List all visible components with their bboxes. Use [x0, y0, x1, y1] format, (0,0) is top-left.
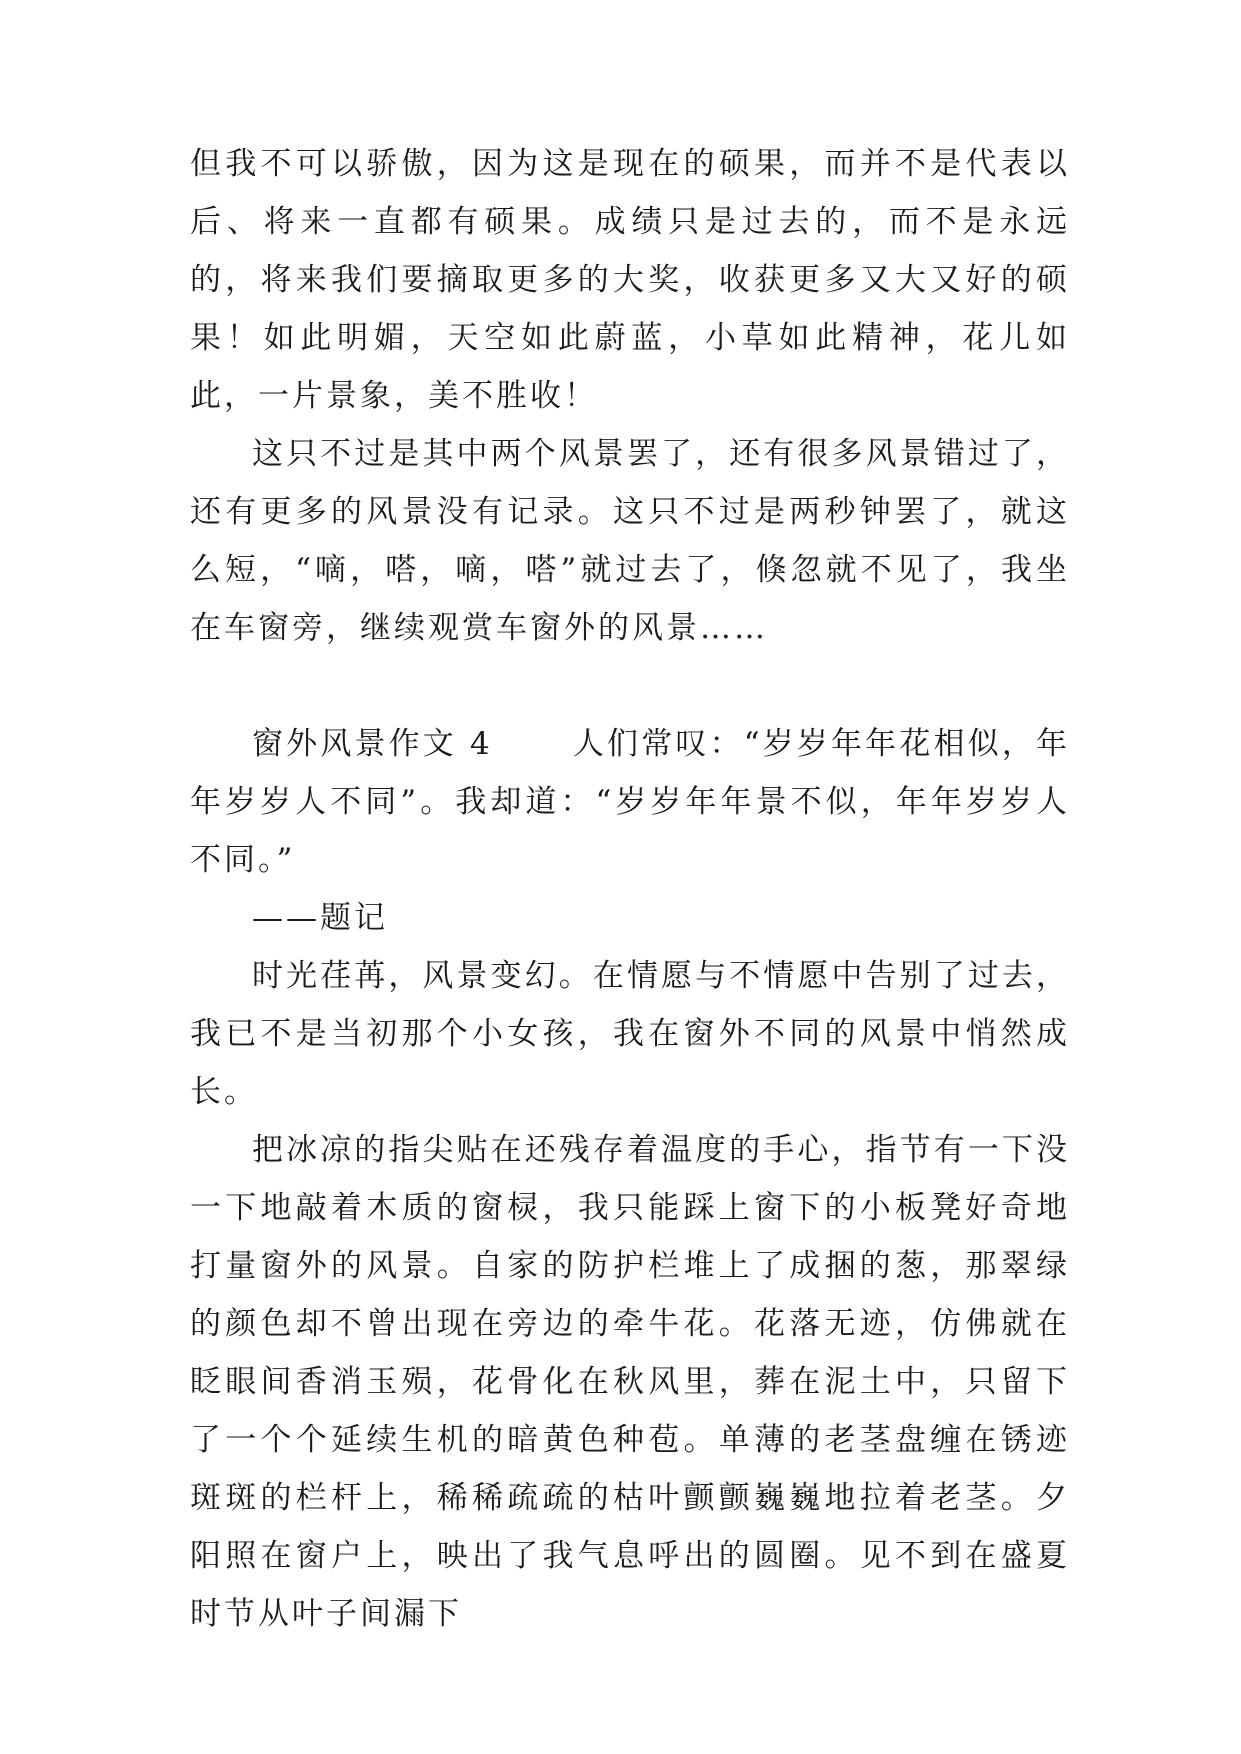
section-gap	[190, 657, 1070, 715]
paragraph: 这只不过是其中两个风景罢了，还有很多风景错过了，还有更多的风景没有记录。这只不过是两秒钟罢了，就这么短，“嘀，嗒，嘀，嗒”就过去了，倏忽就不见了，我坐在车窗旁，继续观赏车窗外的风景……	[190, 436, 1070, 646]
paragraph: 但我不可以骄傲，因为这是现在的硕果，而并不是代表以后、将来一直都有硕果。成绩只是过去的，而不是永远的，将来我们要摘取更多的大奖，收获更多又大又好的硕果！如此明媚，天空如此蔚蓝，小草如此精神，花儿如此，一片景象，美不胜收！	[190, 146, 1070, 414]
section-heading: 窗外风景作文 4	[252, 726, 493, 762]
paragraph: 把冰凉的指尖贴在还残存着温度的手心，指节有一下没一下地敲着木质的窗棂，我只能踩上窗下的小板凳好奇地打量窗外的风景。自家的防护栏堆上了成捆的葱，那翠绿的颜色却不曾出现在旁边的牵牛花。花落无迹，仿佛就在眨眼间香消玉殒，花骨化在秋风里，葬在泥土中，只留下了一个个延续生机的暗黄色种苞。单薄的老茎盘缠在锈迹斑斑的栏杆上，稀稀疏疏的枯叶颤颤巍巍地拉着老茎。夕阳照在窗户上，映出了我气息呼出的圆圈。见不到在盛夏时节从叶子间漏下	[190, 1132, 1070, 1632]
epigraph-signoff: ——题记	[252, 900, 388, 936]
paragraph: 时光荏苒，风景变幻。在情愿与不情愿中告别了过去，我已不是当初那个小女孩，我在窗外不同的风景中悄然成长。	[190, 958, 1070, 1110]
section-heading-line	[190, 715, 1070, 889]
epigraph: 人们常叹：“岁岁年年花相似，年年岁岁人不同”。我却道：“岁岁年年景不似，年年岁岁人不同。”	[190, 726, 1070, 878]
document-body	[190, 135, 1070, 1643]
